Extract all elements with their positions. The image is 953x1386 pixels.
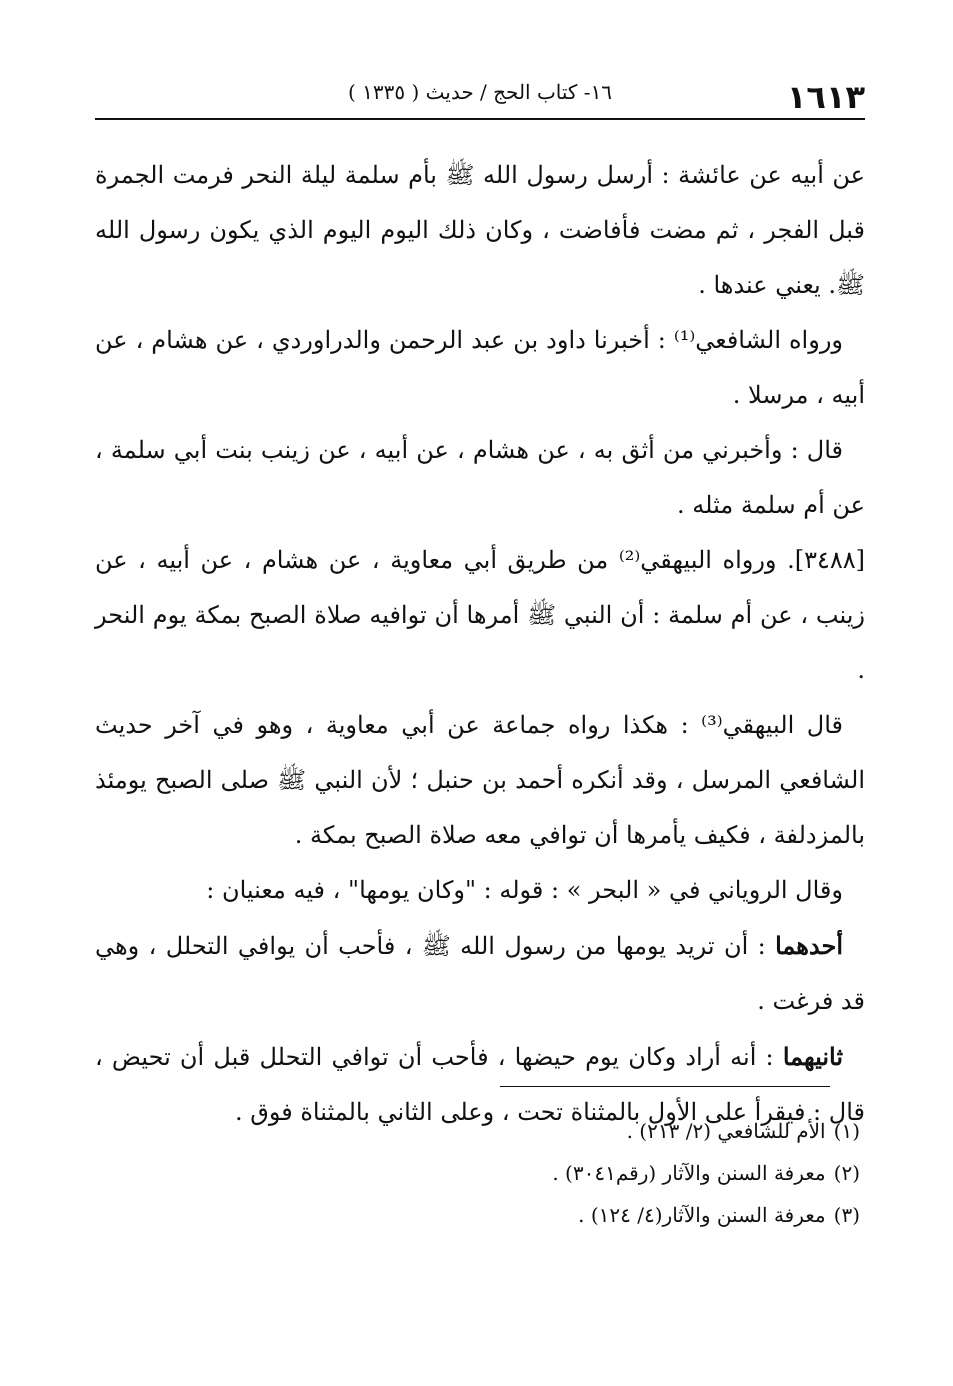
paragraph-8-text: : أنه أراد وكان يوم حيضها ، فأحب أن توافي التحلل قبل أن تحيض ، قال : فيقرأ على الأول بالمثناة تحت ، وعلى الثاني بالمثناة فوق .	[95, 1043, 865, 1126]
paragraph-3: قال : وأخبرني من أثق به ، عن هشام ، عن أبيه ، عن زينب بنت أبي سلمة ، عن أم سلمة مثله .	[95, 436, 865, 519]
paragraph-6: وقال الروياني في « البحر » : قوله : "وكان يومها" ، فيه معنيان :	[206, 876, 843, 904]
footnote-2	[95, 1152, 860, 1194]
paragraph-7	[95, 918, 865, 1029]
page-header	[95, 70, 865, 118]
running-title: ١٦- كتاب الحج / حديث ( ١٣٣٥ )	[347, 80, 613, 104]
page-number: ١٦١٣	[786, 78, 865, 116]
paragraph-8-label: ثانيهما	[782, 1042, 843, 1071]
footnote-3-marker: (٣)	[833, 1203, 860, 1227]
footnote-1-text: الأم للشافعي (٢/ ٢١٣) .	[626, 1119, 826, 1143]
main-text	[95, 148, 865, 1140]
paragraph-7-text: : أن تريد يومها من رسول الله ﷺ ، فأحب أن يوافي التحلل ، وهي قد فرغت .	[95, 932, 865, 1015]
paragraph-1: عن أبيه عن عائشة : أرسل رسول الله ﷺ بأم سلمة ليلة النحر فرمت الجمرة قبل الفجر ، ثم مضت فأفاضت ، وكان ذلك اليوم اليوم الذي يكون رسول الله ﷺ. يعني عندها .	[95, 161, 865, 299]
footnote-rule	[500, 1086, 830, 1087]
footnote-2-text: معرفة السنن والآثار (رقم٣٠٤١) .	[552, 1161, 826, 1185]
footnote-3	[95, 1194, 860, 1236]
paragraph-5: قال البيهقي⁽³⁾ : هكذا رواه جماعة عن أبي معاوية ، وهو في آخر حديث الشافعي المرسل ، وقد أنكره أحمد بن حنبل ؛ لأن النبي ﷺ صلى الصبح يومئذ بالمزدلفة ، فكيف يأمرها أن توافي معه صلاة الصبح بمكة .	[95, 711, 865, 849]
paragraph-4: [٣٤٨٨]. ورواه البيهقي⁽²⁾ من طريق أبي معاوية ، عن هشام ، عن أبيه ، عن زينب ، عن أم سلمة : أن النبي ﷺ أمرها أن توافيه صلاة الصبح بمكة يوم النحر .	[95, 546, 866, 684]
footnotes	[95, 1110, 860, 1236]
footnote-1-marker: (١)	[833, 1119, 860, 1143]
header-rule	[95, 118, 865, 120]
paragraph-7-label: أحدهما	[775, 931, 844, 960]
footnote-2-marker: (٢)	[833, 1161, 860, 1185]
footnote-1	[95, 1110, 860, 1152]
paragraph-2: ورواه الشافعي⁽¹⁾ : أخبرنا داود بن عبد الرحمن والدراوردي ، عن هشام ، عن أبيه ، مرسلا .	[95, 326, 865, 409]
footnote-3-text: معرفة السنن والآثار(٤/ ١٢٤) .	[578, 1203, 826, 1227]
